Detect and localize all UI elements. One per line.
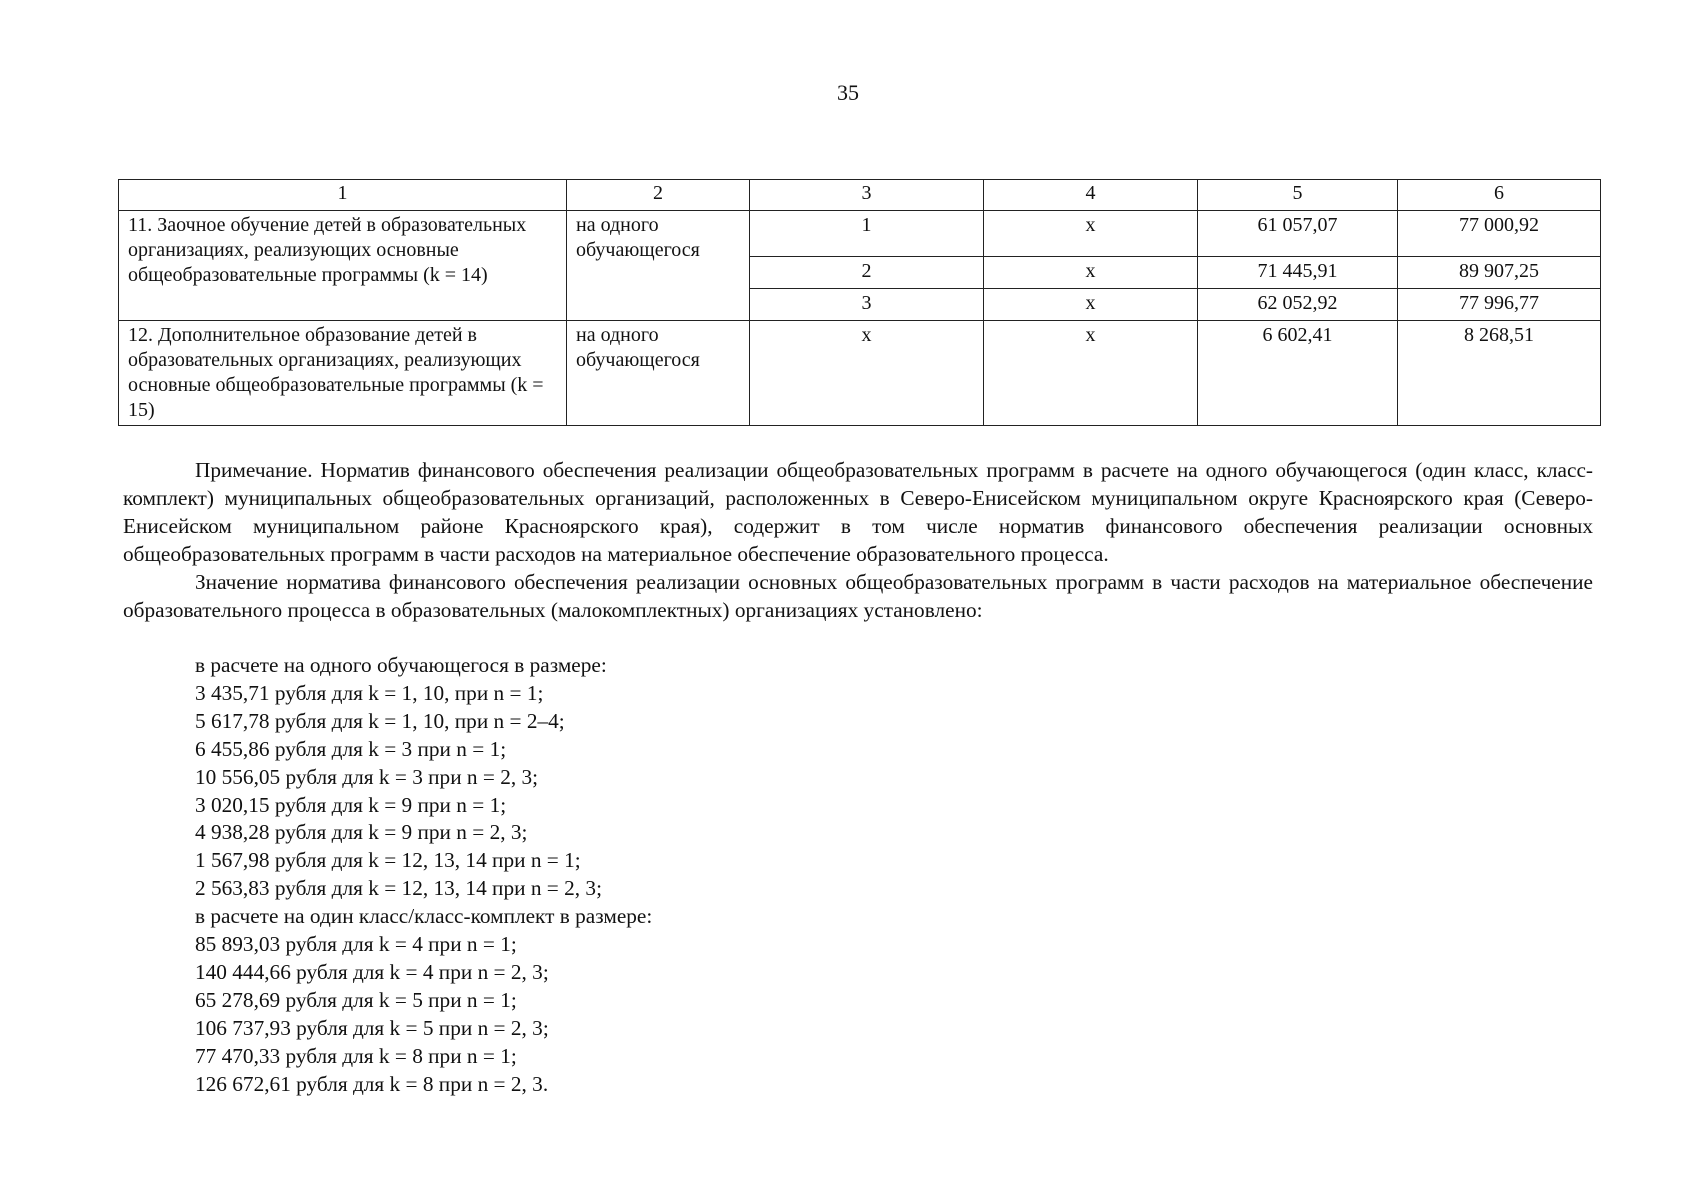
note-paragraph: Примечание. Норматив финансового обеспечения реализации общеобразовательных программ в расчете на одного обучающегося (один класс, класс-комплект) муниципальных общеобразовательных организаций, расположенных в Северо-Енисейском муниципальном округе Красноярского края (Северо-Енисейском муниципальном районе Красноярского края), содержит в том числе норматив финансового обеспечения реализации основных общеобразовательных программ в части расходов на материальное обеспечение образовательного процесса. [123,458,1593,566]
table-cell: х [984,289,1198,321]
column-number-cell: 2 [567,180,750,211]
unit-cell: на одного обучающегося [567,211,750,321]
norms-table [118,179,1601,426]
column-number-cell: 1 [119,180,567,211]
list-item: 65 278,69 рубля для k = 5 при n = 1; [195,987,517,1012]
table-cell: 3 [750,289,984,321]
list-item: в расчете на одного обучающегося в размере: [195,653,607,677]
list-item: 3 435,71 рубля для k = 1, 10, при n = 1; [195,680,544,705]
value-cell: 62 052,92 [1198,289,1398,321]
table-cell: х [984,211,1198,257]
column-number-cell: 3 [750,180,984,211]
table-cell: х [984,321,1198,426]
table-cell: х [984,257,1198,289]
list-item: 77 470,33 рубля для k = 8 при n = 1; [195,1043,517,1068]
value-cell: 6 602,41 [1198,321,1398,426]
value-cell: 89 907,25 [1398,257,1601,289]
list-item: 1 567,98 рубля для k = 12, 13, 14 при n = 1; [195,848,581,873]
table-row [119,211,1601,257]
list-item: 3 020,15 рубля для k = 9 при n = 1; [195,792,507,817]
unit-cell: на одного обучающегося [567,321,750,426]
service-name-cell: 11. Заочное обучение детей в образовательных организациях, реализующих основные общеобразовательные программы (k = 14) [119,211,567,321]
list-item: 140 444,66 рубля для k = 4 при n = 2, 3; [195,959,549,984]
table-cell: х [750,321,984,426]
list-item: 106 737,93 рубля для k = 5 при n = 2, 3; [195,1015,549,1040]
column-number-cell: 5 [1198,180,1398,211]
value-cell: 77 996,77 [1398,289,1601,321]
list-item: 10 556,05 рубля для k = 3 при n = 2, 3; [195,764,539,789]
list-item: 85 893,03 рубля для k = 4 при n = 1; [195,932,517,957]
page-number: 35 [837,80,859,105]
list-item: 6 455,86 рубля для k = 3 при n = 1; [195,736,507,761]
list-item: 5 617,78 рубля для k = 1, 10, при n = 2–4; [195,708,565,733]
table-header-row [119,180,1601,211]
value-cell: 8 268,51 [1398,321,1601,426]
value-cell: 77 000,92 [1398,211,1601,257]
table-cell: 1 [750,211,984,257]
list-item: 126 672,61 рубля для k = 8 при n = 2, 3. [195,1071,549,1096]
list-item: 2 563,83 рубля для k = 12, 13, 14 при n = 2, 3; [195,876,602,901]
value-cell: 71 445,91 [1198,257,1398,289]
note-section [123,456,1593,624]
list-item: 4 938,28 рубля для k = 9 при n = 2, 3; [195,820,528,845]
value-cell: 61 057,07 [1198,211,1398,257]
table-row [119,321,1601,426]
column-number-cell: 6 [1398,180,1601,211]
table-cell: 2 [750,257,984,289]
note-paragraph: Значение норматива финансового обеспечения реализации основных общеобразовательных программ в части расходов на материальное обеспечение образовательного процесса в образовательных (малокомплектных) организациях установлено: [123,570,1593,622]
service-name-cell: 12. Дополнительное образование детей в образовательных организациях, реализующих основные общеобразовательные программы (k = 15) [119,321,567,426]
list-item: в расчете на один класс/класс-комплект в размере: [195,904,653,929]
column-number-cell: 4 [984,180,1198,211]
values-list [195,652,1095,1099]
